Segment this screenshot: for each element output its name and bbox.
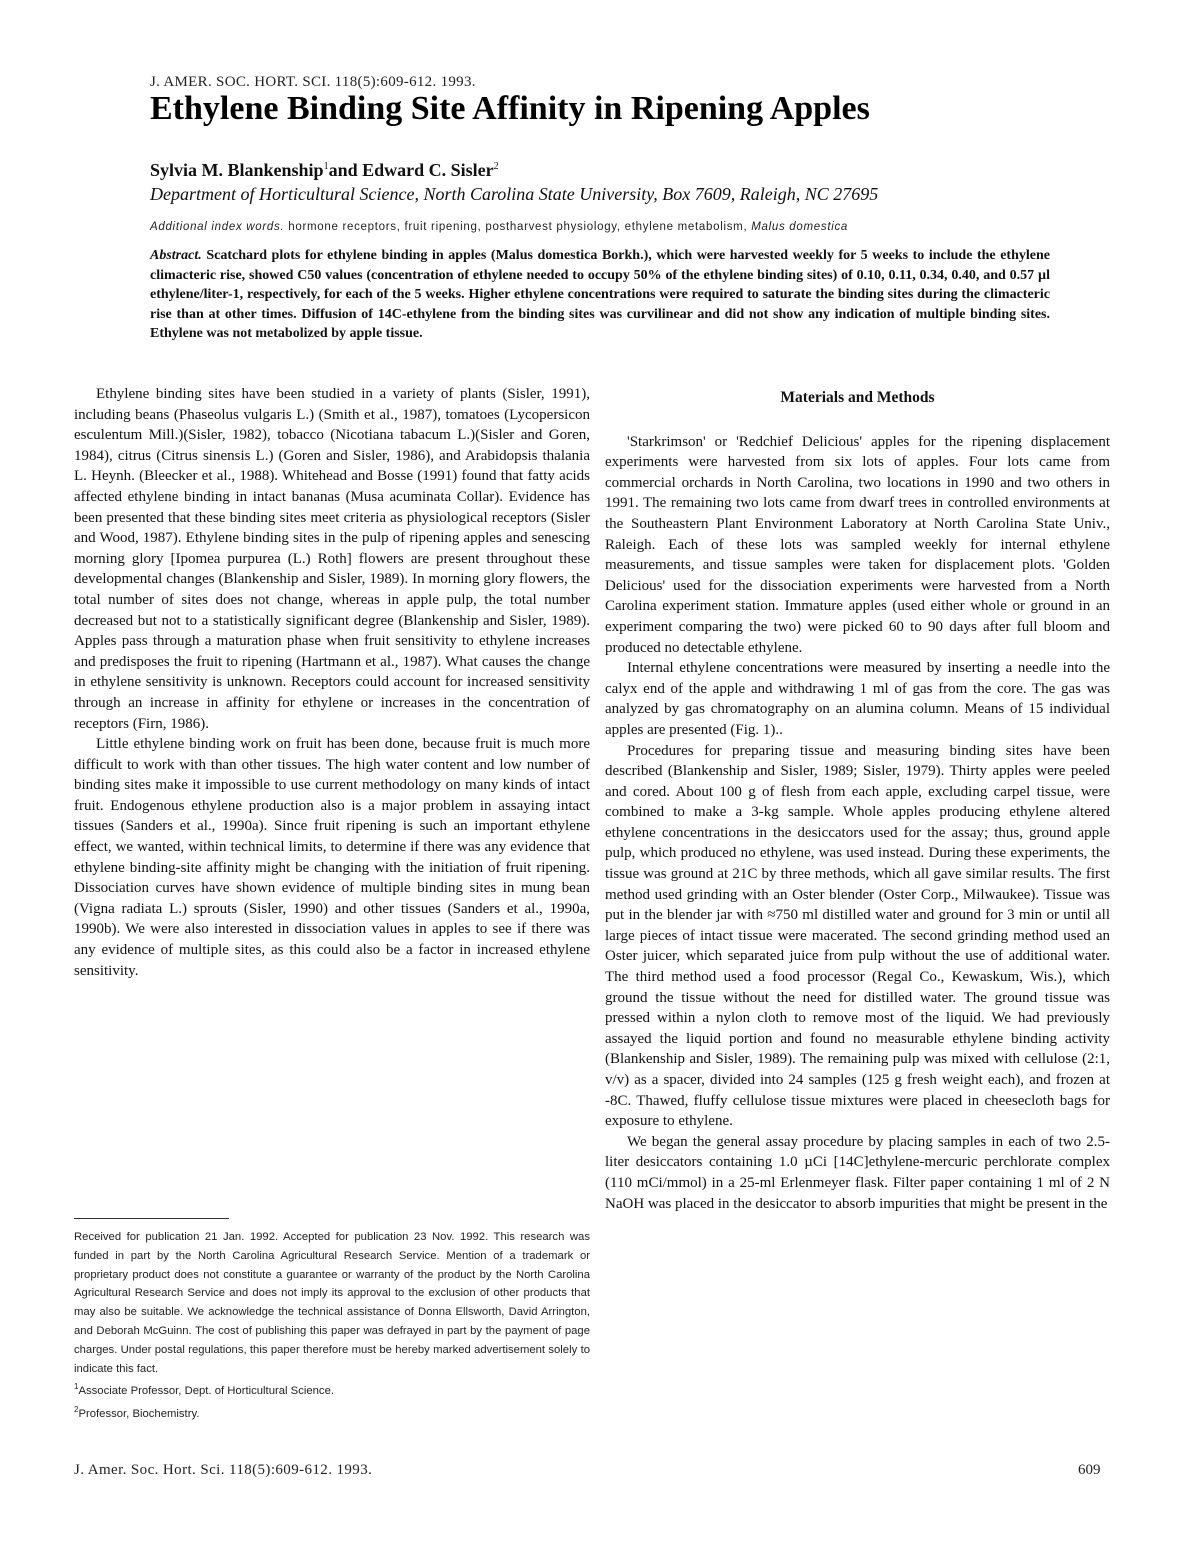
index-words-terms: hormone receptors, fruit ripening, postharvest physiology, ethylene metabolism, [284,221,752,233]
footnote-1: $^1$Associate Professor, Dept. of Horticultural Science. [74,1382,335,1398]
index-words-species: Malus domestica [751,221,849,233]
affiliation: Department of Horticultural Science, North Carolina State University, Box 7609, Raleigh, NC 27695 [150,184,879,204]
author-1-mark: 1 [323,161,329,172]
intro-paragraph: Ethylene binding sites have been studied in a variety of plants (Sisler, 1991), including beans (Phaseolus vulgaris L.) (Smith et al., 1987), tomatoes (Lycopersicon esculentum Mill.)(Sisler, 1982), tobacco (Nicotiana tabacum L.)(Sisler and Goren, 1984), citrus (Citrus sinensis L.) (Goren and Sisler, 1986), and Arabidopsis thalania L. Heynh. (Bleecker et al., 1988). Whitehead and Bosse (1991) found that fatty acids affected ethylene binding in intact bananas (Musa acuminata Collar). Evidence has been presented that these binding sites meet criteria as physiological receptors (Sisler and Wood, 1987). Ethylene binding sites in the pulp of ripening apples and senescing morning glory [Ipomea purpurea (L.) Roth] flowers are present throughout these developmental changes (Blankenship and Sisler, 1989). In morning glory flowers, the total number of sites does not change, whereas in apple pulp, the total number decreased but not to a statistically significant degree (Blankenship and Sisler, 1989). Apples pass through a maturation phase when fruit sensitivity to ethylene increases and predisposes the fruit to ripening (Hartmann et al., 1987). What causes the change in ethylene sensitivity is unknown. Receptors could account for increased sensitivity through an increase in affinity for ethylene or increases in the concentration of receptors (Firn, 1986). [74,386,590,732]
section-heading: Materials and Methods [780,389,935,406]
footer-citation: J. Amer. Soc. Hort. Sci. 118(5):609-612. 1993. [74,1462,373,1478]
index-words-label: Additional index words. [150,221,285,233]
methods-paragraph: Procedures for preparing tissue and measuring binding sites have been described (Blankenship and Sisler, 1989; Sisler, 1979). Thirty apples were peeled and cored. About 100 g of flesh from each apple, excluding carpel tissue, were combined to make a 3-kg sample. Whole apples producing ethylene altered ethylene concentrations in the desiccators used for the assay; thus, ground apple pulp, which produced no ethylene, was used instead. During these experiments, the tissue was ground at 21C by three methods, which all gave similar results. The first method used grinding with an Oster blender (Oster Corp., Milwaukee). Tissue was put in the blender jar with ≈750 ml distilled water and ground for 3 min or until all large pieces of intact tissue were macerated. The second grinding method used an Oster juicer, which separated juice from pulp without the use of additional water. The third method used a food processor (Regal Co., Kewaskum, Wis.), which ground the tissue without the need for distilled water. The ground tissue was pressed within a nylon cloth to remove most of the liquid. We had previously assayed the liquid portion and found no measurable ethylene binding activity (Blankenship and Sisler, 1989). The remaining pulp was mixed with cellulose (2:1, v/v) as a spacer, divided into 24 samples (125 g fresh weight each), and frozen at -8C. Thawed, fluffy cellulose tissue mixtures were placed in cheesecloth bags for exposure to ethylene. [605,742,1110,1130]
methods-paragraph: We began the general assay procedure by placing samples in each of two 2.5-liter desiccators containing 1.0 µCi [14C]ethylene-mercuric perchlorate complex (110 mCi/mmol) in a 25-ml Erlenmeyer flask. Filter paper containing 1 ml of 2 N NaOH was placed in the desiccator to absorb impurities that might be present in the [605,1133,1110,1212]
page-number: 609 [1078,1462,1101,1478]
footnotes [74,1228,590,1424]
footnote-1-mark: 1 [74,1382,79,1392]
article-title: Ethylene Binding Site Affinity in Ripening Apples [150,90,870,127]
abstract-text: Scatchard plots for ethylene binding in apples (Malus domestica Borkh.), which were harvested weekly for 5 weeks to include the ethylene climacteric rise, showed C50 values (concentration of ethylene needed to occupy 50% of the ethylene binding sites) of 0.10, 0.11, 0.34, 0.40, and 0.57 µl ethylene/liter-1, respectively, for each of the 5 weeks. Higher ethylene concentrations were required to saturate the binding sites during the climacteric rise than at other times. Diffusion of 14C-ethylene from the binding sites was curvilinear and did not show any indication of multiple binding sites. Ethylene was not metabolized by apple tissue. [150,248,1050,341]
intro-paragraph: Little ethylene binding work on fruit has been done, because fruit is much more difficult to work with than other tissues. The high water content and low number of binding sites make it impossible to use current methodology on many kinds of intact fruit. Endogenous ethylene production also is a major problem in assaying intact tissues (Sanders et al., 1990a). Since fruit ripening is such an important ethylene effect, we wanted, within technical limits, to determine if there was any evidence that ethylene binding-site affinity might be changing with the initiation of fruit ripening. Dissociation curves have shown evidence of multiple binding sites in mung bean (Vigna radiata L.) sprouts (Sisler, 1990) and other tissues (Sanders et al., 1990a, 1990b). We were also interested in dissociation values in apples to see if there was any evidence of multiple sites, as this could also be a factor in increased ethylene sensitivity. [74,736,590,979]
author-join: and Edward C. Sisler [328,160,494,180]
footnote-2-mark: 2 [74,1404,79,1414]
abstract-label: Abstract. [150,248,202,263]
methods-paragraph: 'Starkrimson' or 'Redchief Delicious' apples for the ripening displacement experiments were harvested from six lots of apples. Four lots came from commercial orchards in North Carolina, two locations in 1990 and two others in 1991. The remaining two lots came from dwarf trees in controlled environments at the Southeastern Plant Environment Laboratory at North Carolina State Univ., Raleigh. Each of these lots was sampled weekly for internal ethylene measurements, and tissue samples were taken for displacement plots. 'Golden Delicious' used for the dissociation experiments were harvested from a North Carolina experiment station. Immature apples (used either whole or ground in an experiment comparing the two) were picked 60 to 90 days after full bloom and produced no detectable ethylene. [605,433,1110,656]
right-column [605,388,1110,1214]
methods-paragraph: Internal ethylene concentrations were measured by inserting a needle into the calyx end of the apple and withdrawing 1 ml of gas from the core. The gas was analyzed by gas chromatography on an alumina column. Means of 15 individual apples are presented (Fig. 1).. [605,660,1110,738]
author-1: Sylvia M. Blankenship [150,160,324,180]
abstract [150,246,1050,344]
left-column [74,384,590,981]
journal-citation: J. AMER. SOC. HORT. SCI. 118(5):609-612. 1993. [150,74,476,90]
footnote-divider [74,1218,229,1219]
index-words [150,221,848,233]
footnote-2: $^2$Professor, Biochemistry. [74,1404,200,1420]
author-line [150,160,499,181]
author-2-mark: 2 [493,161,499,172]
received-footnote: Received for publication 21 Jan. 1992. Accepted for publication 23 Nov. 1992. This research was funded in part by the North Carolina Agricultural Research Service. Mention of a trademark or proprietary product does not constitute a guarantee or warranty of the product by the North Carolina Agricultural Research Service and does not imply its approval to the exclusion of other products that may also be suitable. We acknowledge the technical assistance of Donna Ellsworth, David Arrington, and Deborah McGuinn. The cost of publishing this paper was defrayed in part by the payment of page charges. Under postal regulations, this paper therefore must be hereby marked advertisement solely to indicate this fact. [74,1231,590,1375]
